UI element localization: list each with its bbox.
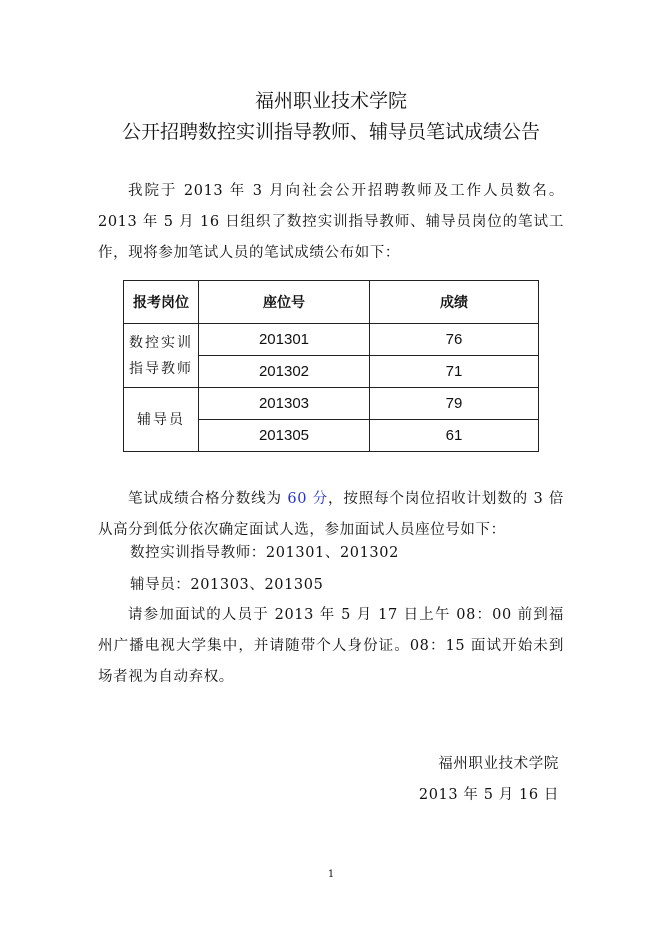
scores-table bbox=[123, 280, 539, 452]
document-title: 福州职业技术学院 bbox=[254, 90, 407, 112]
intro-paragraph: 我院于 2013 年 3 月向社会公开招聘教师及工作人员数名。2013 年 5 月 16 日组织了数控实训指导教师、辅导员岗位的笔试工作，现将参加笔试人员的笔试成绩公布如下： bbox=[98, 183, 564, 261]
page-number: 1 bbox=[327, 869, 335, 880]
header-position: 报考岗位 bbox=[124, 281, 199, 324]
cutoff-score: 60 分 bbox=[287, 491, 328, 507]
header-seat: 座位号 bbox=[199, 281, 370, 324]
seat-cell: 201301 bbox=[199, 324, 370, 356]
cutoff-text-after: ，按照每个岗位招收计划数的 3 倍从高分到低分依次确定面试人选，参加面试人员座位号如下： bbox=[98, 491, 564, 538]
table-header-row bbox=[124, 281, 539, 324]
notice-paragraph: 请参加面试的人员于 2013 年 5 月 17 日上午 08：00 前到福州广播电视大学集中，并请随带个人身份证。08：15 面试开始未到场者视为自动弃权。 bbox=[98, 607, 564, 685]
score-cell: 61 bbox=[370, 420, 539, 452]
header-score: 成绩 bbox=[370, 281, 539, 324]
score-cell: 71 bbox=[370, 356, 539, 388]
cutoff-paragraph bbox=[98, 484, 564, 546]
seat-cell: 201302 bbox=[199, 356, 370, 388]
table-row bbox=[124, 388, 539, 420]
seat-cell: 201305 bbox=[199, 420, 370, 452]
signature-date: 2013 年 5 月 16 日 bbox=[418, 787, 559, 803]
position-cell: 数控实训指导教师 bbox=[124, 324, 199, 388]
interviewee-line-counselor: 辅导员：201303、201305 bbox=[130, 577, 324, 593]
signature-org: 福州职业技术学院 bbox=[438, 756, 559, 772]
table-row bbox=[124, 324, 539, 356]
cutoff-text-before: 笔试成绩合格分数线为 bbox=[128, 491, 288, 507]
interviewee-line-cnc: 数控实训指导教师：201301、201302 bbox=[130, 545, 399, 561]
position-cell: 辅导员 bbox=[124, 388, 199, 452]
score-cell: 79 bbox=[370, 388, 539, 420]
score-cell: 76 bbox=[370, 324, 539, 356]
seat-cell: 201303 bbox=[199, 388, 370, 420]
document-subtitle: 公开招聘数控实训指导教师、辅导员笔试成绩公告 bbox=[121, 121, 540, 143]
